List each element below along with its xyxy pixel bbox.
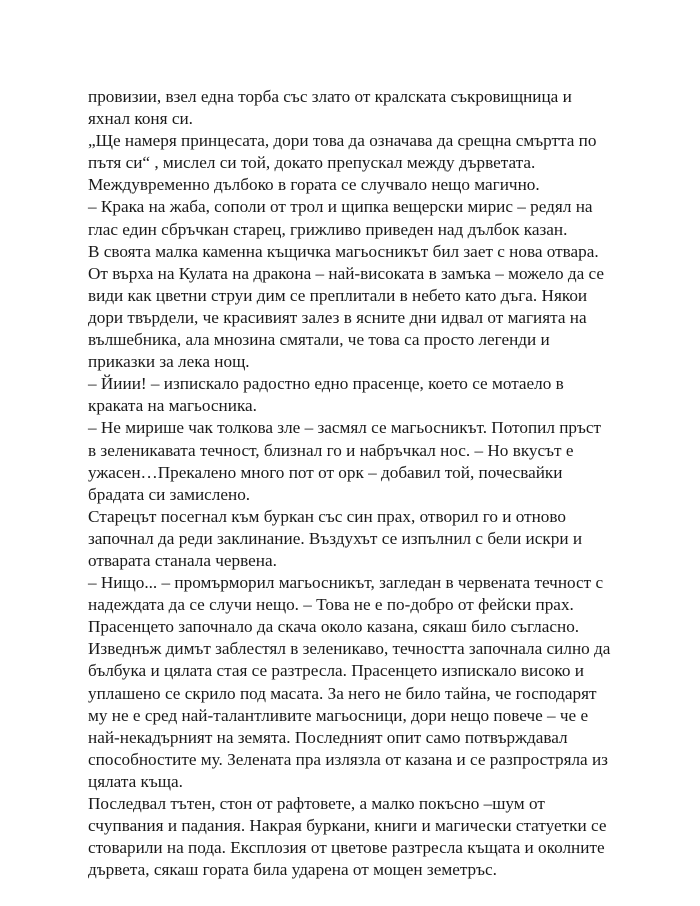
- text-line: брадата си замислено.: [88, 484, 251, 504]
- text-line: способностите му. Зелената пра излязла от казана и се разпростряла из: [88, 749, 608, 769]
- text-line: ужасен…Прекалено много пот от орк – добавил той, почесвайки: [88, 462, 563, 482]
- text-line: провизии, взел една торба със злато от кралската съкровищница и: [88, 87, 572, 106]
- text-line: уплашено се скрило под масата. За него не било тайна, че господарят: [88, 683, 597, 703]
- text-line: краката на магьосника.: [88, 396, 257, 416]
- text-line: цялата къща.: [88, 771, 183, 791]
- text-line: В своята малка каменна къщичка магьосникът бил зает с нова отвара.: [88, 241, 599, 261]
- text-line: отварата станала червена.: [88, 550, 277, 570]
- text-line: – Не мирише чак толкова зле – засмял се магьосникът. Потопил пръст: [88, 418, 602, 438]
- text-line: От върха на Кулата на дракона – най-високата в замъка – можело да се: [88, 263, 605, 283]
- text-line: – Крака на жаба, сополи от трол и щипка вещерски мирис – редял на: [88, 197, 593, 217]
- text-line: бълбука и цялата стая се разтресла. Прасенцето изпискало високо и: [88, 661, 584, 681]
- text-line: види как цветни струи дим се преплитали в небето като дъга. Някои: [88, 285, 588, 305]
- text-line: започнал да реди заклинание. Въздухът се изпълнил с бели искри и: [88, 528, 583, 548]
- text-line: счупвания и падания. Накрая буркани, книги и магически статуетки се: [88, 816, 607, 836]
- text-line: Последвал тътен, стон от рафтовете, а малко покъсно –шум от: [88, 794, 545, 813]
- text-line: Изведнъж димът заблестял в зеленикаво, течността започнала силно да: [88, 639, 611, 659]
- body-text: [88, 86, 628, 881]
- text-line: дървета, сякаш гората била ударена от мощен земетръс.: [88, 860, 497, 880]
- text-line: „Ще намеря принцесата, дори това да означава да срещна смъртта по: [88, 131, 597, 151]
- text-line: приказки за лека нощ.: [88, 352, 250, 372]
- text-line: пътя си“ , мислел си той, докато препускал между дърветата.: [88, 153, 536, 173]
- text-line: вълшебника, ала мнозина смятали, че това са просто легенди и: [88, 330, 550, 350]
- text-line: най-некадърният на земята. Последният опит само потвърждавал: [88, 727, 568, 747]
- text-line: дори твърдели, че красивият залез в ясните дни идвал от магията на: [88, 307, 587, 327]
- text-line: в зеленикавата течност, близнал го и набръчкал нос. – Но вкусът е: [88, 440, 574, 460]
- text-line: – Йиии! – изпискало радостно едно прасенце, което се мотаело в: [88, 374, 564, 394]
- text-line: му не е сред най-талантливите магьосници, дори нещо повече – че е: [88, 705, 589, 725]
- text-line: Прасенцето започнало да скача около казана, сякаш било съгласно.: [88, 617, 580, 637]
- text-line: яхнал коня си.: [88, 109, 193, 129]
- text-line: Старецът посегнал към буркан със син прах, отворил го и отново: [88, 506, 566, 526]
- text-line: Междувременно дълбоко в гората се случвало нещо магично.: [88, 175, 540, 195]
- text-line: глас един сбръчкан старец, грижливо приведен над дълбок казан.: [88, 219, 568, 239]
- text-line: стоварили на пода. Експлозия от цветове разтресла къщата и околните: [88, 838, 605, 858]
- text-line: – Нищо... – промърморил магьосникът, загледан в червената течност с: [88, 573, 604, 593]
- text-line: надеждата да се случи нещо. – Това не е по-добро от фейски прах.: [88, 595, 574, 615]
